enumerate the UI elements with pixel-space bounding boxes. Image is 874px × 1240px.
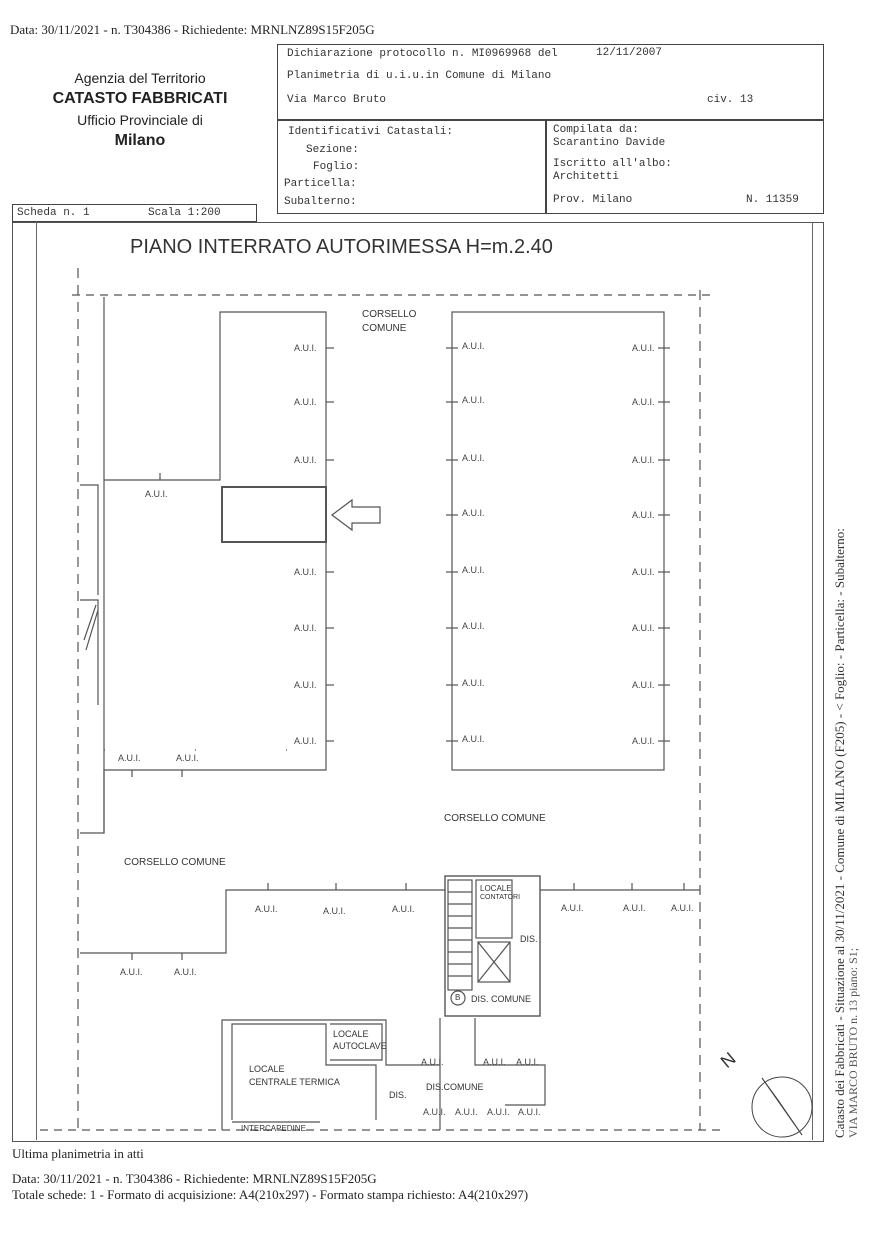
particella-label: Particella: bbox=[284, 178, 357, 190]
protocol-text: Dichiarazione protocollo n. MI0969968 del bbox=[287, 48, 558, 60]
intercapedine-label: INTERCAPEDINE bbox=[241, 1124, 306, 1133]
aui-label: A.U.I. bbox=[462, 565, 485, 575]
aui-label: A.U.I. bbox=[174, 967, 197, 977]
corsello-left-label: CORSELLO COMUNE bbox=[124, 857, 226, 868]
aui-label: A.U.I. bbox=[462, 341, 485, 351]
north-arrow-icon bbox=[752, 1077, 812, 1137]
aui-label: A.U.I. bbox=[323, 906, 346, 916]
province-label: Prov. Milano bbox=[553, 194, 633, 206]
footer-request-line: Data: 30/11/2021 - n. T304386 - Richiedente: MRNLNZ89S15F205G bbox=[12, 1171, 377, 1186]
aui-label: A.U.I. bbox=[516, 1057, 539, 1067]
dis-comune-label: DIS. COMUNE bbox=[471, 994, 532, 1004]
plan-title: PIANO INTERRATO AUTORIMESSA H=m.2.40 bbox=[130, 236, 553, 258]
compiled-label: Compilata da: bbox=[553, 124, 639, 136]
staircase bbox=[448, 880, 472, 990]
dis-comune-small-label: DIS.COMUNE bbox=[426, 1082, 484, 1092]
aui-label: A.U.I. bbox=[255, 904, 278, 914]
street-text: Via Marco Bruto bbox=[287, 94, 387, 106]
left-wall-niche-2 bbox=[80, 600, 98, 705]
locale-contatori-line1: LOCALE bbox=[480, 884, 512, 893]
aui-label: A.U.I. bbox=[294, 397, 317, 407]
aui-label: A.U.I. bbox=[462, 508, 485, 518]
dis-label: DIS. bbox=[520, 934, 538, 944]
aui-label: A.U.I. bbox=[120, 967, 143, 977]
aui-label: A.U.I. bbox=[462, 395, 485, 405]
aui-label: A.U.I. bbox=[145, 489, 168, 499]
aui-label: A.U.I. bbox=[176, 753, 199, 763]
right-block-outline bbox=[452, 312, 664, 770]
aui-label: A.U.I. bbox=[294, 567, 317, 577]
aui-label: A.U.I. bbox=[462, 734, 485, 744]
office-label: Ufficio Provinciale di bbox=[77, 112, 203, 128]
locale-contatori-label bbox=[480, 884, 521, 902]
lower-ticks bbox=[132, 883, 684, 960]
top-request-line: Data: 30/11/2021 - n. T304386 - Richiedente: MRNLNZ89S15F205G bbox=[10, 22, 375, 37]
agency-name: Agenzia del Territorio bbox=[74, 70, 206, 86]
dis-small-label: DIS. bbox=[389, 1090, 407, 1100]
catasto-title: CATASTO FABBRICATI bbox=[52, 90, 228, 107]
registration-number: N. 11359 bbox=[746, 194, 799, 206]
civic-number: civ. 13 bbox=[707, 94, 754, 106]
aui-label: A.U.I. bbox=[294, 343, 317, 353]
subalterno-label: Subalterno: bbox=[284, 196, 357, 208]
aui-label: A.U.I. bbox=[561, 903, 584, 913]
left-block-ticks bbox=[104, 348, 340, 777]
locale-autoclave-label-1: LOCALE bbox=[333, 1029, 369, 1039]
aui-label: A.U.I. bbox=[632, 567, 655, 577]
side-text-line2: VIA MARCO BRUTO n. 13 piano: S1; bbox=[846, 947, 860, 1138]
planimetry-text: Planimetria di u.i.u.in Comune di Milano bbox=[287, 70, 552, 82]
identifiers-title: Identificativi Catastali: bbox=[288, 126, 454, 138]
albo-label: Iscritto all'albo: bbox=[553, 158, 672, 170]
highlighted-unit bbox=[222, 487, 326, 542]
aui-label: A.U.I. bbox=[423, 1107, 446, 1117]
aui-label: A.U.I. bbox=[294, 736, 317, 746]
corsello-top-label-2: COMUNE bbox=[362, 323, 407, 334]
aui-label: A.U.I. bbox=[518, 1107, 541, 1117]
aui-label: A.U.I. bbox=[632, 623, 655, 633]
corsello-top-label-1: CORSELLO bbox=[362, 309, 417, 320]
aui-label: A.U.I. bbox=[294, 455, 317, 465]
locale-termica-label-1: LOCALE bbox=[249, 1064, 285, 1074]
aui-label: A.U.I. bbox=[421, 1057, 444, 1067]
aui-label: A.U.I. bbox=[392, 904, 415, 914]
aui-label: A.U.I. bbox=[455, 1107, 478, 1117]
aui-label: A.U.I. bbox=[632, 455, 655, 465]
compiled-name: Scarantino Davide bbox=[553, 137, 666, 149]
footer-format-line: Totale schede: 1 - Formato di acquisizione: A4(210x297) - Formato stampa richiesto: A4(210x297) bbox=[12, 1187, 529, 1202]
aui-label: A.U.I. bbox=[632, 736, 655, 746]
lower-left-strip bbox=[80, 890, 445, 953]
left-block-outline bbox=[80, 312, 326, 833]
aui-label: A.U.I. bbox=[462, 621, 485, 631]
aui-label: A.U.I. bbox=[462, 678, 485, 688]
scale-label: Scala 1:200 bbox=[148, 207, 221, 219]
locale-contatori-line2: CONTATORI bbox=[480, 894, 521, 901]
unit-arrow bbox=[332, 500, 380, 530]
aui-label: A.U.I. bbox=[487, 1107, 510, 1117]
protocol-date: 12/11/2007 bbox=[596, 47, 663, 59]
foglio-label: Foglio: bbox=[313, 161, 360, 173]
aui-label: A.U.I. bbox=[632, 680, 655, 690]
side-text-line1: Catasto dei Fabbricati - Situazione al 30/11/2021 - Comune di MILANO (F205) - < Foglio: - Particella: - Subalterno: bbox=[832, 528, 847, 1138]
aui-label: A.U.I. bbox=[462, 453, 485, 463]
aui-label: A.U.I. bbox=[671, 903, 694, 913]
scheda-label: Scheda n. 1 bbox=[17, 207, 90, 219]
albo-value: Architetti bbox=[553, 171, 620, 183]
aui-label: A.U.I. bbox=[632, 343, 655, 353]
north-label: N bbox=[716, 1048, 740, 1072]
ultima-planimetria: Ultima planimetria in atti bbox=[12, 1146, 144, 1161]
locale-autoclave-label-2: AUTOCLAVE bbox=[333, 1041, 387, 1051]
aui-label: A.U.I. bbox=[294, 623, 317, 633]
tech-room-outline bbox=[222, 1020, 440, 1130]
left-wall-niche bbox=[80, 485, 98, 595]
aui-label: A.U.I. bbox=[632, 397, 655, 407]
aui-label: A.U.I. bbox=[118, 753, 141, 763]
corsello-mid-label: CORSELLO COMUNE bbox=[444, 813, 546, 824]
aui-label: A.U.I. bbox=[483, 1057, 506, 1067]
office-city: Milano bbox=[114, 132, 166, 149]
b-marker: B bbox=[455, 993, 461, 1002]
locale-termica-label-2: CENTRALE TERMICA bbox=[249, 1077, 340, 1087]
aui-label: A.U.I. bbox=[623, 903, 646, 913]
stair-steps bbox=[448, 892, 472, 976]
sezione-label: Sezione: bbox=[306, 144, 359, 156]
aui-label: A.U.I. bbox=[294, 680, 317, 690]
aui-label: A.U.I. bbox=[632, 510, 655, 520]
